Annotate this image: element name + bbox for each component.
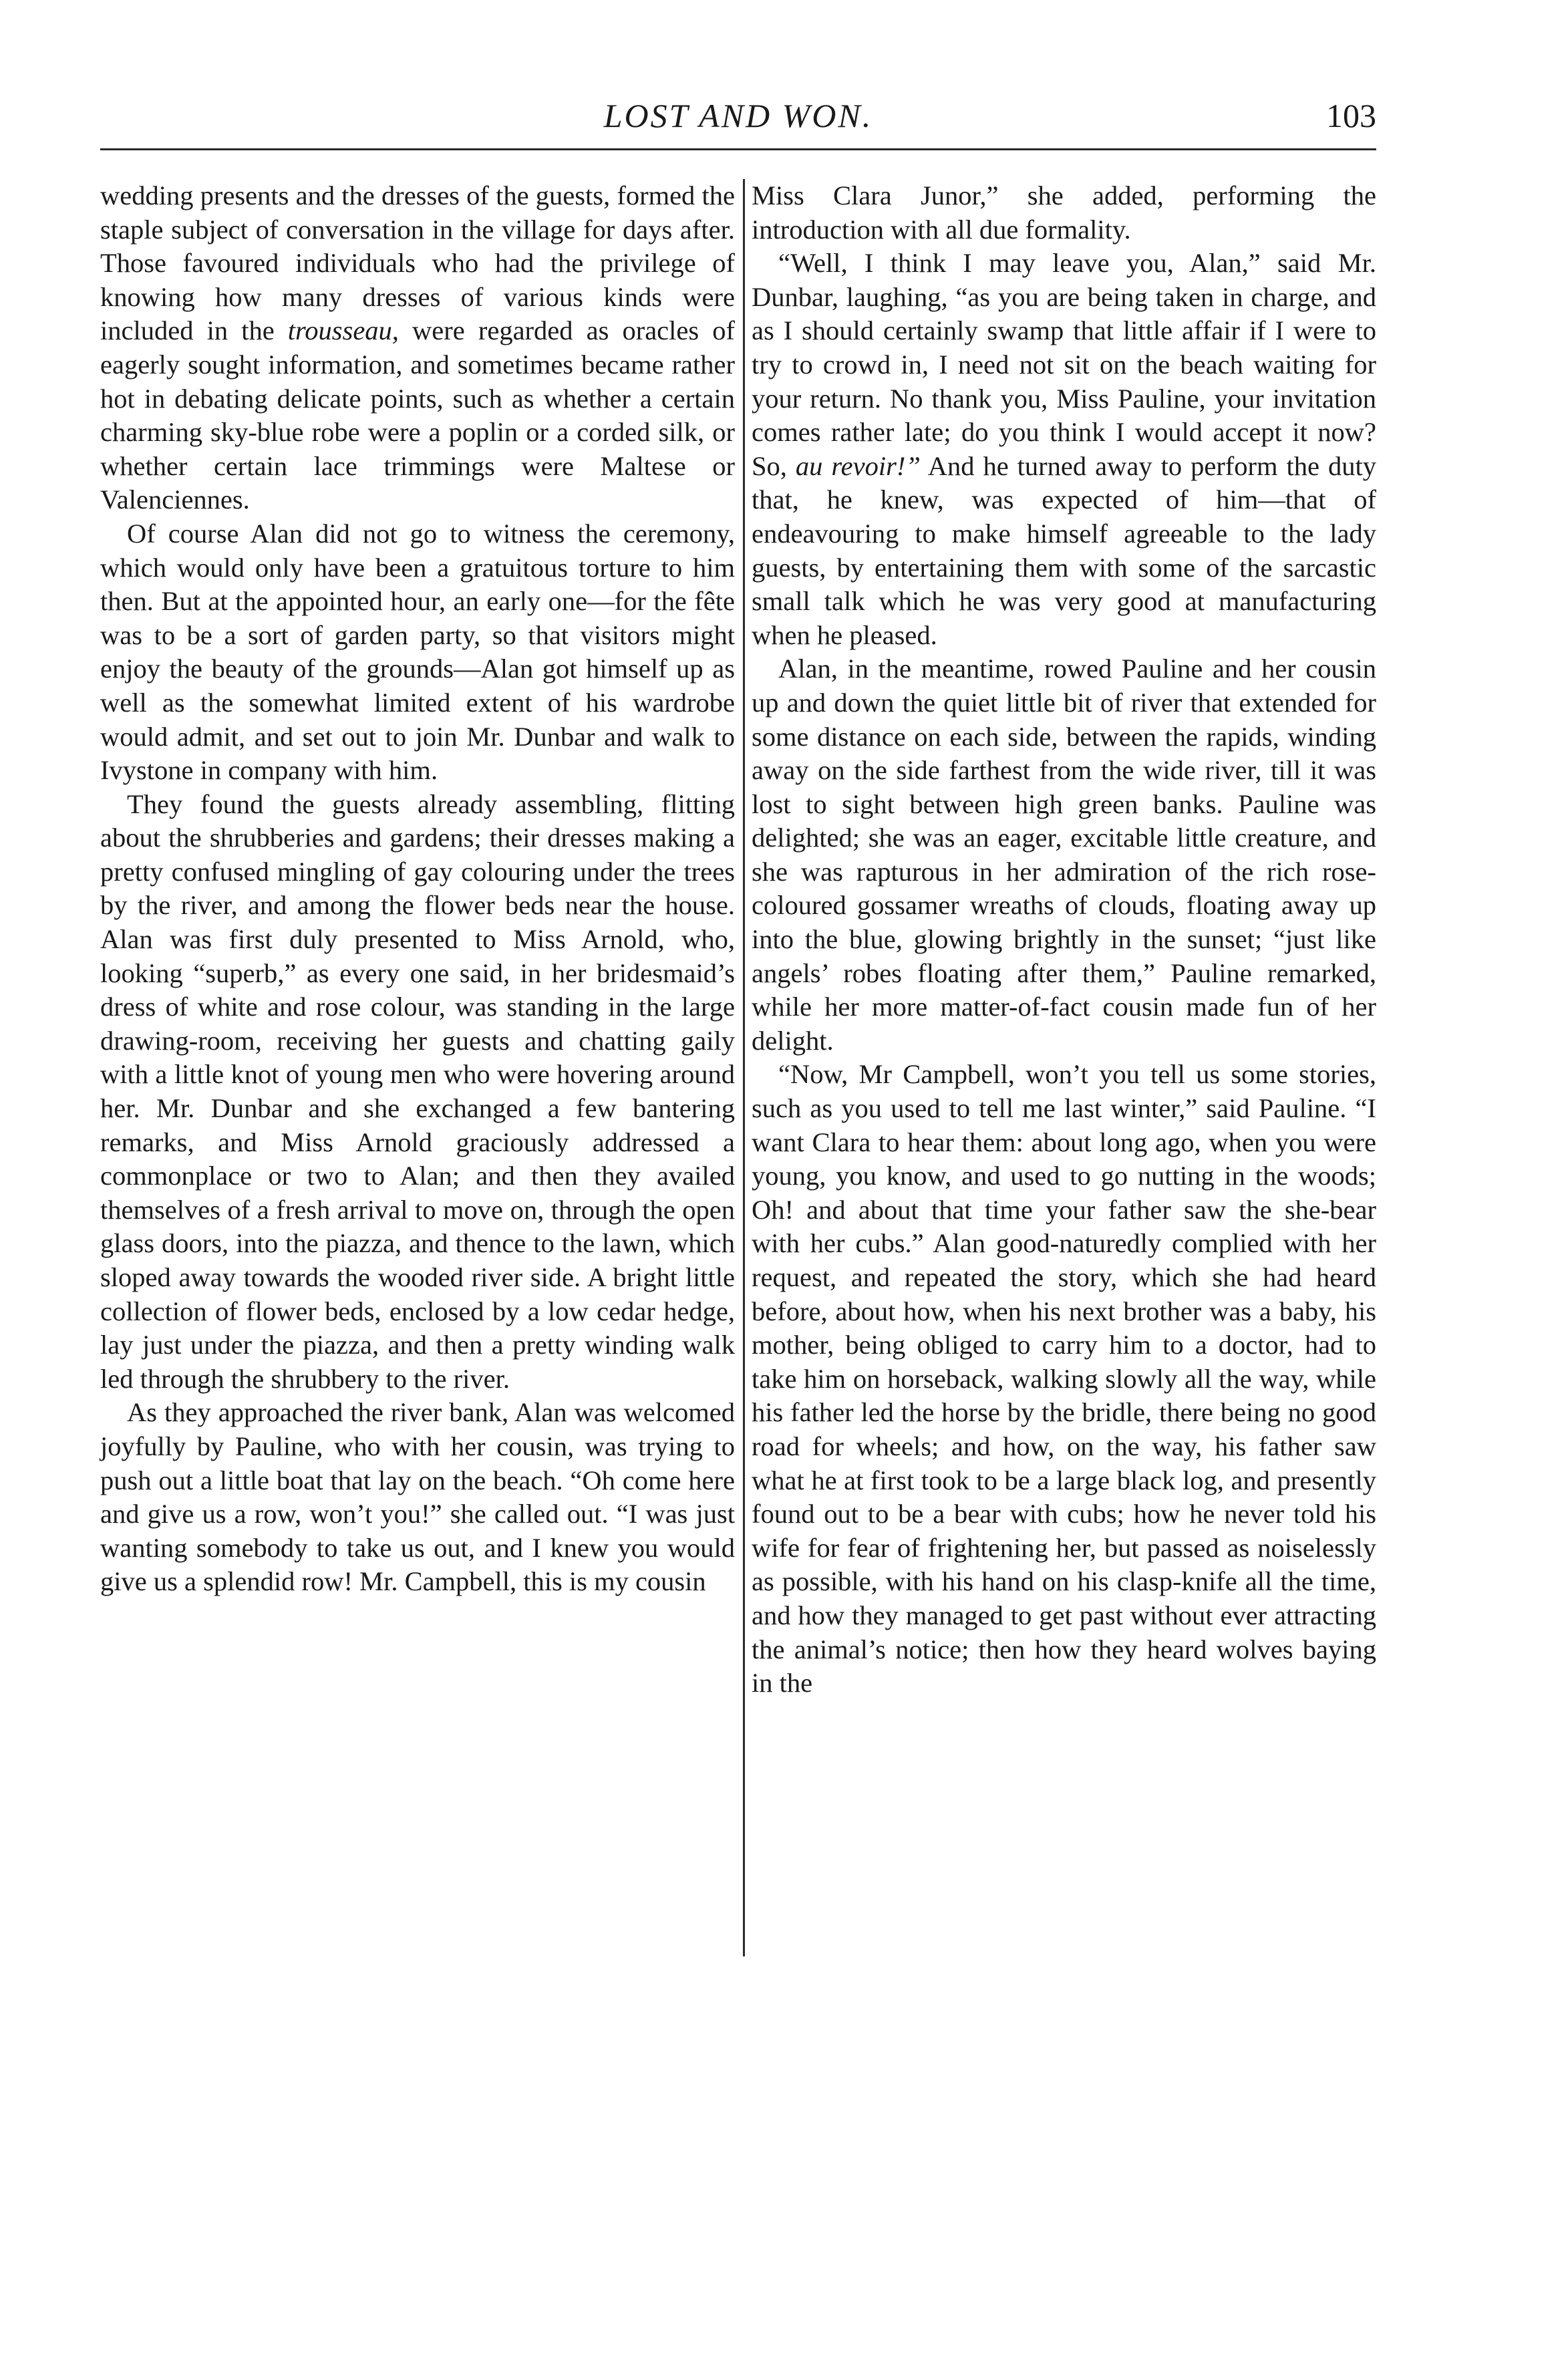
column-divider: [743, 179, 745, 1956]
paragraph: As they approached the river bank, Alan was welcomed joyfully by Pauline, who with her cousin, was trying to push out a little boat that lay on the beach. “Oh come here and give us a row, won’t you!” she called out. “I was just wanting somebody to take us out, and I knew you would give us a splendid row! Mr. Campbell, this is my cousin: [100, 1397, 735, 1597]
paragraph-text: And he turned away to perform the duty that, he knew, was expected of him—that of endeavouring to make himself agreeable to the lady guests, by entertaining them with some of the sarcastic small talk which he was very good at manufacturing when he pleased.: [752, 450, 1377, 650]
paragraph: “Now, Mr Campbell, won’t you tell us some stories, such as you used to tell me last winter,” said Pauline. “I want Clara to hear them: about long ago, when you were young, you know, and used to go nutting in the woods; Oh! and about that time your father saw the she-bear with her cubs.” Alan good-naturedly complied with her request, and repeated the story, which she had heard before, about how, when his next brother was a baby, his mother, being obliged to carry him to a doctor, had to take him on horseback, walking slowly all the way, while his father led the horse by the bridle, there being no good road for wheels; and how, on the way, his father saw what he at first took to be a large black log, and presently found out to be a bear with cubs; how he never told his wife for fear of frightening her, but passed as noiselessly as possible, with his hand on his clasp-knife all the time, and how they managed to get past without ever attracting the animal’s notice; then how they heard wolves baying in the: [752, 1059, 1376, 1698]
paragraph: [100, 179, 735, 517]
running-head: [100, 92, 1376, 139]
paragraph: They found the guests already assembling, flitting about the shrubberies and gardens; their dresses making a pretty confused mingling of gay colouring under the trees by the river, and among the flower beds near the house. Alan was first duly presented to Miss Arnold, who, looking “superb,” as every one said, in her bridesmaid’s dress of white and rose colour, was standing in the large drawing-room, receiving her guests and chatting gaily with a little knot of young men who were hovering around her. Mr. Dunbar and she exchanged a few bantering remarks, and Miss Arnold graciously addressed a commonplace or two to Alan; and then they availed themselves of a fresh arrival to move on, through the open glass doors, into the piazza, and thence to the lawn, which sloped away towards the wooded river side. A bright little collection of flower beds, enclosed by a low cedar hedge, lay just under the piazza, and then a pretty winding walk led through the shrubbery to the river.: [100, 788, 735, 1394]
paragraph: [752, 247, 1376, 652]
emphasis-text: au revoir!”: [795, 450, 921, 481]
header-rule: [100, 148, 1376, 150]
paragraph-text: wedding presents and the dresses of the guests, formed the staple subject of conversation in the village for days after. Those favoured individuals who had the privilege of knowing how many dresses of various kinds were included in the: [100, 180, 735, 346]
paragraph: Alan, in the meantime, rowed Pauline and her cousin up and down the quiet little bit of river that extended for some distance on each side, between the rapids, winding away on the side farthest from the wide river, till it was lost to sight between high green banks. Pauline was delighted; she was an eager, excitable little creature, and she was rapturous in her admiration of the rich rose-coloured gossamer wreaths of clouds, floating away up into the blue, glowing brightly in the sunset; “just like angels’ robes floating after them,” Pauline remarked, while her more matter-of-fact cousin made fun of her delight.: [752, 653, 1376, 1056]
paragraph: Miss Clara Junor,” she added, performing the introduction with all due formality.: [752, 180, 1376, 245]
paragraph: Of course Alan did not go to witness the ceremony, which would only have been a gratuitous torture to him then. But at the appointed hour, an early one—for the fête was to be a sort of garden party, so that visitors might enjoy the beauty of the grounds—Alan got himself up as well as the somewhat limited extent of his wardrobe would admit, and set out to join Mr. Dunbar and walk to Ivystone in company with him.: [100, 518, 735, 786]
running-title: LOST AND WON.: [603, 97, 873, 134]
left-column: [100, 179, 735, 1599]
emphasis-text: trousseau,: [287, 315, 399, 346]
right-column: [752, 179, 1376, 1700]
page-number: 103: [1326, 97, 1376, 134]
paragraph-text: “Well, I think I may leave you, Alan,” said Mr. Dunbar, laughing, “as you are being taken in charge, and as I should certainly swamp that little affair if I were to try to crowd in, I need not sit on the beach waiting for your return. No thank you, Miss Pauline, your invitation comes rather late; do you think I would accept it now? So,: [752, 248, 1376, 481]
paragraph-text: were regarded as oracles of eagerly sought information, and sometimes became rather hot in debating delicate points, such as whether a certain charming sky-blue robe were a poplin or a corded silk, or whether certain lace trimmings were Maltese or Valenciennes.: [100, 315, 736, 515]
